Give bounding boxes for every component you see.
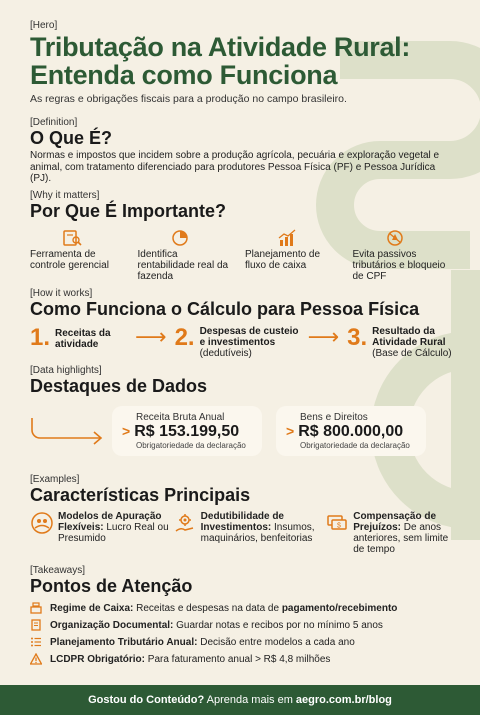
hero-subtitle: As regras e obrigações fiscais para a produção no campo brasileiro. (30, 93, 347, 105)
step-sublabel: (dedutíveis) (199, 347, 252, 359)
card-label: Receita Bruta Anual (136, 411, 225, 423)
footer-link[interactable]: aegro.com.br/blog (295, 694, 392, 706)
definition-tag: [Definition] (30, 117, 78, 128)
page-title (30, 33, 450, 89)
card-value-row (122, 423, 252, 441)
step-label: Resultado da Atividade Rural (372, 325, 446, 348)
example-text: Compensação de Prejuízos: De anos anteriores, sem limite de tempo (353, 510, 449, 555)
examples-title: Características Principais (30, 484, 251, 505)
data-card (276, 406, 426, 456)
card-value-row (286, 423, 416, 441)
document-icon (30, 619, 42, 631)
footer-banner (0, 685, 480, 715)
why-item (353, 229, 451, 282)
how-title: Como Funciona o Cálculo para Pessoa Física (30, 298, 420, 319)
svg-text:$: $ (337, 522, 342, 529)
step-number: 1. (30, 323, 51, 351)
why-text: Planejamento de fluxo de caixa (245, 248, 321, 271)
why-text: Evita passivos tributários e bloqueio de CPF (352, 248, 446, 282)
footer-text: Aprenda mais em (204, 694, 296, 706)
definition-title: O Que É? (30, 128, 113, 148)
hero-tag: [Hero] (30, 20, 58, 31)
cash-register-icon (30, 602, 42, 614)
step-1 (30, 325, 127, 351)
no-alert-icon (385, 229, 405, 247)
step-label: Receitas da atividade (55, 327, 111, 350)
why-item (245, 229, 343, 282)
why-text: Identifica rentabilidade real da fazenda (137, 248, 229, 282)
how-tag: [How it works] (30, 287, 93, 299)
takeaways-title: Pontos de Atenção (30, 575, 193, 596)
takeaway-item: Regime de Caixa: Receitas e despesas na data de pagamento/recebimento (30, 600, 450, 617)
card-note: Obrigatoriedade da declaração (136, 440, 246, 450)
title-line-1: Tributação na Atividade Rural: (30, 32, 411, 62)
card-value: R$ 153.199,50 (134, 422, 240, 440)
examples-tag: [Examples] (30, 473, 80, 485)
step-number: 2. (174, 323, 195, 351)
takeaways-tag: [Takeaways] (30, 564, 86, 576)
takeaway-item: Organização Documental: Guardar notas e recibos por no mínimo 5 anos (30, 617, 450, 634)
data-card (112, 406, 262, 456)
example-text: Modelos de Apuração Flexíveis: Lucro Real ou Presumido (58, 510, 169, 544)
gear-hand-icon (173, 511, 197, 535)
step-label: Despesas de custeio e investimentos (199, 325, 299, 348)
why-text: Ferramenta de controle gerencial (30, 248, 109, 271)
step-number: 3. (347, 323, 368, 351)
example-item (325, 511, 450, 555)
example-text: Dedutibilidade de Investimentos: Insumos, maquinários, benfeitorias (200, 510, 315, 544)
footer-cta: Gostou do Conteúdo? (88, 694, 205, 706)
arrow-icon: ⟶ (307, 323, 340, 349)
data-title: Destaques de Dados (30, 375, 208, 396)
step-3 (347, 325, 467, 359)
why-item (30, 229, 128, 282)
chevron-right-icon: > (286, 422, 295, 439)
pie-chart-icon (170, 229, 190, 247)
chevron-right-icon: > (122, 422, 131, 439)
warning-icon (30, 653, 42, 665)
money-people-icon (30, 511, 54, 535)
title-line-2: Entenda como Funciona (30, 60, 338, 90)
checklist-icon (30, 636, 42, 648)
bar-chart-icon (277, 229, 297, 247)
data-tag: [Data highlights] (30, 364, 102, 376)
curved-arrow-icon (30, 416, 106, 446)
why-tag: [Why it matters] (30, 189, 100, 201)
example-item (30, 511, 169, 555)
step-sublabel: (Base de Cálculo) (372, 347, 452, 359)
arrow-icon: ⟶ (135, 323, 167, 349)
definition-text: Normas e impostos que incidem sobre a produção agrícola, pecuária e exploração vegetal e animal, com tratamento diferenciado para produtores Pessoa Física (PF) e Pessoa Jurídica (PJ). (30, 150, 440, 184)
example-item (173, 511, 322, 555)
takeaway-item: Planejamento Tributário Anual: Decisão entre modelos a cada ano (30, 634, 450, 651)
why-title: Por Que É Importante? (30, 200, 227, 221)
why-item (138, 229, 236, 282)
step-2 (175, 325, 300, 359)
document-search-icon (62, 229, 82, 247)
takeaway-item: LCDPR Obrigatório: Para faturamento anual > R$ 4,8 milhões (30, 651, 450, 668)
card-note: Obrigatoriedade da declaração (300, 440, 410, 450)
card-value: R$ 800.000,00 (298, 422, 404, 440)
card-label: Bens e Direitos (300, 411, 368, 423)
money-stack-icon (325, 511, 349, 535)
